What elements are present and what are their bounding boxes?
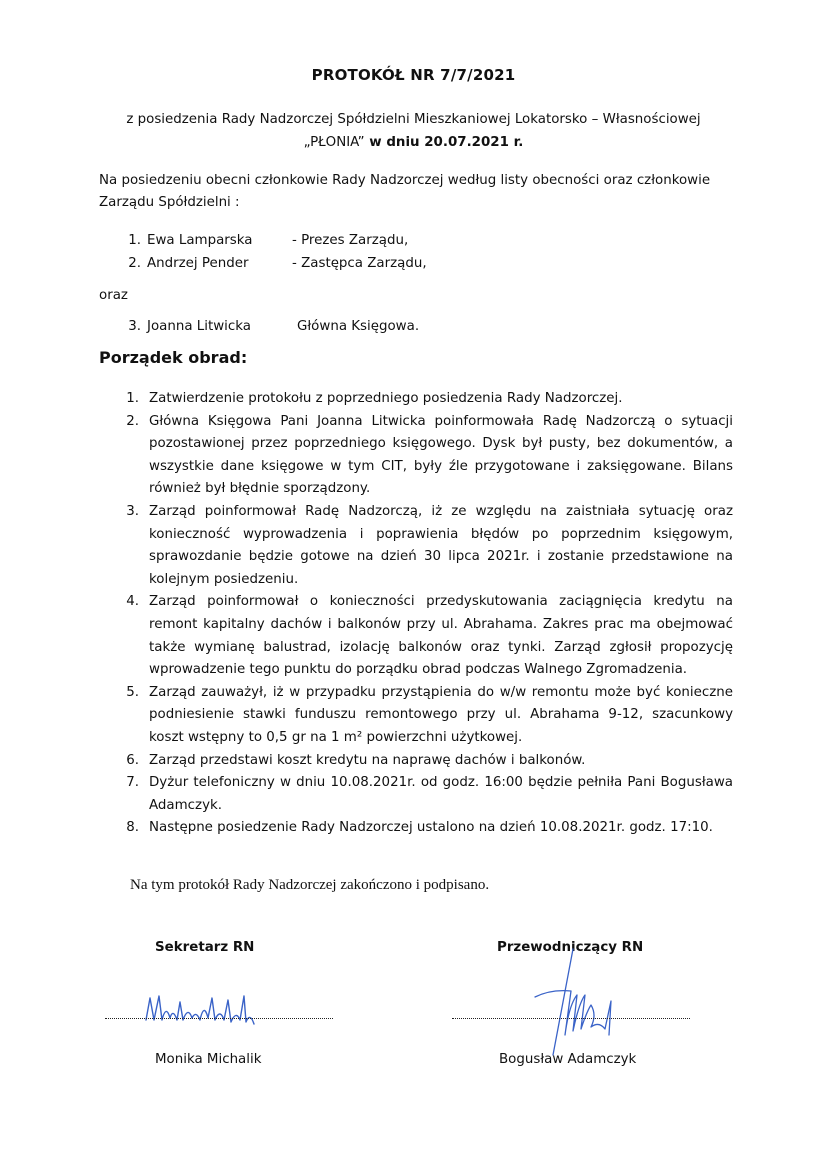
secretary-signature-line <box>105 1018 333 1019</box>
agenda-item-number: 7. <box>126 775 139 791</box>
agenda-item-number: 8. <box>126 820 139 836</box>
agenda-item-text: Dyżur telefoniczny w dniu 10.08.2021r. od godz. 16:00 będzie pełniła Pani Bogusława Adamczyk. <box>149 775 733 813</box>
oraz-label: oraz <box>99 288 128 303</box>
agenda-item-text: Zarząd poinformował Radę Nadzorczą, iż ze względu na zaistniała sytuację oraz konieczność wyprowadzenia i poprawienia błędów po poprzednim księgowym, sprawozdanie będzie gotowe na dzień 30 lipca 2021r. i zostanie przedstawione na kolejnym posiedzeniu. <box>149 503 733 587</box>
member-number: 3. <box>128 319 141 334</box>
agenda-item-number: 3. <box>126 503 139 519</box>
agenda-item <box>117 388 733 411</box>
agenda-item <box>117 411 733 501</box>
meeting-date: w dniu 20.07.2021 r. <box>364 135 524 150</box>
member-role: Główna Księgowa. <box>297 319 420 334</box>
attendance-intro: Na posiedzeniu obecni członkowie Rady Nadzorczej według listy obecności oraz członkowie Zarządu Spółdzielni : <box>99 173 711 210</box>
document-title: PROTOKÓŁ NR 7/7/2021 <box>311 66 516 84</box>
secretary-name: Monika Michalik <box>155 1052 262 1067</box>
member-name: Andrzej Pender <box>147 256 249 271</box>
agenda-item-text: Zarząd poinformował o konieczności przedyskutowania zaciągnięcia kredytu na remont kapitalny dachów i balkonów przy ul. Abrahama. Zakres prac ma obejmować także wymianę balustrad, izolację balkonów oraz tynki. Zarząd zgłosił propozycję wprowadzenie tego punktu do porządku obrad podczas Walnego Zgromadzenia. <box>149 594 733 678</box>
agenda-item-text: Następne posiedzenie Rady Nadzorczej ustalono na dzień 10.08.2021r. godz. 17:10. <box>149 820 713 836</box>
member-name: Joanna Litwicka <box>147 319 251 334</box>
agenda-item-text: Główna Księgowa Pani Joanna Litwicka poinformowała Radę Nadzorczą o sytuacji pozostawionej przez poprzedniego księgowego. Dysk był pusty, bez dokumentów, a wszystkie dane księgowe w tym CIT, były źle przygotowane i zaksięgowane. Bilans również był błędnie sporządzony. <box>149 413 733 497</box>
chairman-signature <box>525 945 625 1060</box>
agenda-item-text: Zarząd zauważył, iż w przypadku przystąpienia do w/w remontu może być konieczne podniesienie stawki funduszu remontowego przy ul. Abrahama 9-12, szacunkowy koszt wstępny to 0,5 gr na 1 m² powierzchni użytkowej. <box>149 684 733 745</box>
agenda-item <box>117 682 733 750</box>
chairman-name: Bogusław Adamczyk <box>499 1052 637 1067</box>
document-subtitle <box>0 108 827 154</box>
closing-statement: Na tym protokół Rady Nadzorczej zakończono i podpisano. <box>130 877 490 893</box>
member-number: 2. <box>128 256 141 271</box>
cooperative-name: „PŁONIA” <box>303 135 365 150</box>
subtitle-line-1: z posiedzenia Rady Nadzorczej Spółdzielni Mieszkaniowej Lokatorsko – Własnościowej <box>126 112 701 127</box>
chairman-role: Przewodniczący RN <box>497 940 644 955</box>
agenda-item <box>117 501 733 591</box>
agenda-item-text: Zarząd przedstawi koszt kredytu na naprawę dachów i balkonów. <box>149 752 586 768</box>
agenda-item-text: Zatwierdzenie protokołu z poprzedniego posiedzenia Rady Nadzorczej. <box>149 391 623 406</box>
member-name: Ewa Lamparska <box>147 233 253 248</box>
agenda-heading: Porządek obrad: <box>99 348 248 367</box>
member-number: 1. <box>128 233 141 248</box>
agenda-list <box>117 388 733 840</box>
member-role: - Zastępca Zarządu, <box>292 256 427 271</box>
secretary-signature <box>140 990 270 1035</box>
agenda-item-number: 1. <box>126 391 139 406</box>
agenda-item <box>117 591 733 681</box>
member-role: - Prezes Zarządu, <box>292 233 409 248</box>
agenda-item-number: 6. <box>126 752 139 768</box>
agenda-item <box>117 750 733 773</box>
agenda-item-number: 5. <box>126 684 139 700</box>
agenda-item-number: 4. <box>126 594 139 610</box>
agenda-item <box>117 817 733 840</box>
secretary-role: Sekretarz RN <box>155 940 255 955</box>
agenda-item-number: 2. <box>126 413 139 429</box>
subtitle-line-2 <box>0 131 827 154</box>
chairman-signature-line <box>452 1018 690 1019</box>
agenda-item <box>117 772 733 817</box>
